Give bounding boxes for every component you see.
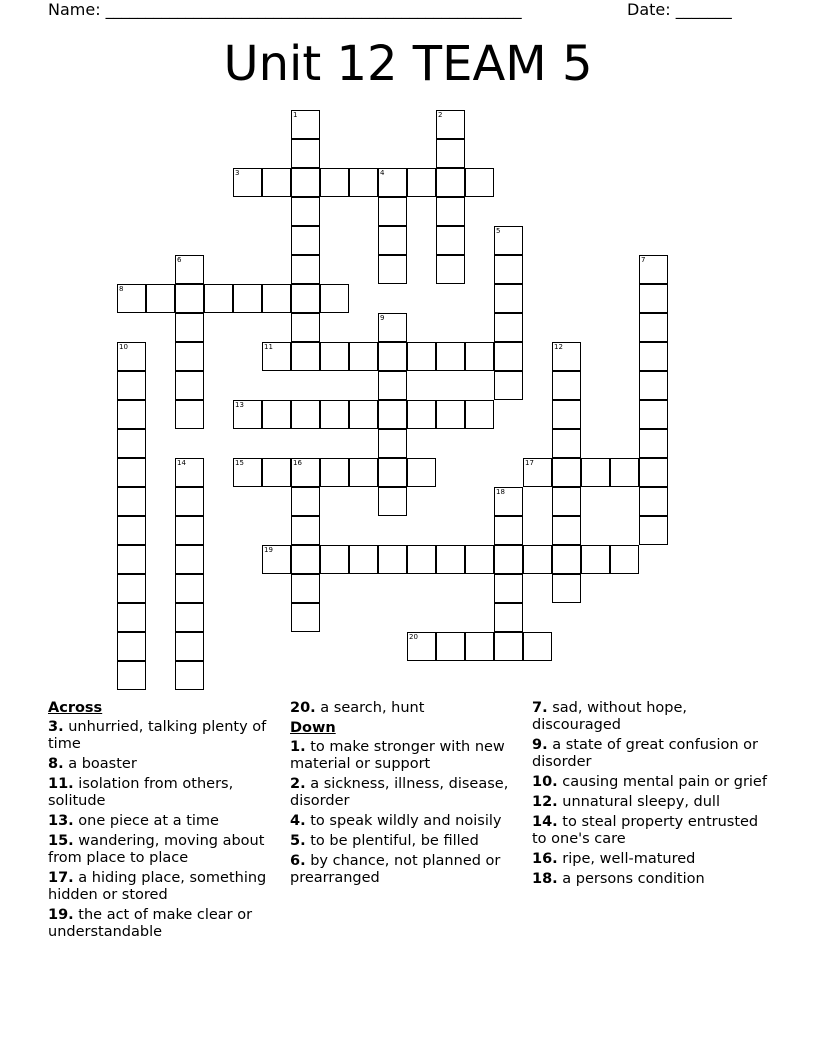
grid-cell[interactable] xyxy=(494,313,523,342)
clue-across-3: 3. unhurried, talking plenty of time xyxy=(48,719,267,752)
grid-cell[interactable] xyxy=(117,400,146,429)
grid-cell[interactable] xyxy=(291,110,320,139)
grid-cell[interactable] xyxy=(523,458,552,487)
grid-cell[interactable] xyxy=(552,429,581,458)
grid-cell[interactable] xyxy=(639,400,668,429)
grid-cell[interactable] xyxy=(291,284,320,313)
name-field-label: Name: ____________________________________________________ xyxy=(48,0,522,19)
grid-cell[interactable] xyxy=(407,342,436,371)
clue-down-7: 7. sad, without hope, discouraged xyxy=(532,700,687,733)
grid-cell[interactable] xyxy=(494,255,523,284)
grid-cell[interactable] xyxy=(349,400,378,429)
grid-cell[interactable] xyxy=(465,632,494,661)
grid-cell[interactable] xyxy=(494,342,523,371)
cell-number: 14 xyxy=(177,459,186,467)
clue-across-15: 15. wandering, moving about from place to place xyxy=(48,833,265,866)
grid-cell[interactable] xyxy=(465,400,494,429)
cell-number: 13 xyxy=(235,401,244,409)
grid-cell[interactable] xyxy=(407,632,436,661)
grid-cell[interactable] xyxy=(552,487,581,516)
grid-cell[interactable] xyxy=(175,516,204,545)
page-title: Unit 12 TEAM 5 xyxy=(223,36,593,92)
grid-cell[interactable] xyxy=(291,139,320,168)
grid-cell[interactable] xyxy=(349,458,378,487)
grid-cell[interactable] xyxy=(465,545,494,574)
grid-cell[interactable] xyxy=(494,545,523,574)
grid-cell[interactable] xyxy=(494,632,523,661)
grid-cell[interactable] xyxy=(320,284,349,313)
cell-number: 3 xyxy=(235,169,240,177)
grid-cell[interactable] xyxy=(494,574,523,603)
grid-cell[interactable] xyxy=(291,400,320,429)
grid-cell[interactable] xyxy=(436,226,465,255)
clue-across-20: 20. a search, hunt xyxy=(290,700,425,716)
grid-cell[interactable] xyxy=(291,313,320,342)
grid-cell[interactable] xyxy=(436,110,465,139)
grid-cell[interactable] xyxy=(262,458,291,487)
grid-cell[interactable] xyxy=(117,661,146,690)
grid-cell[interactable] xyxy=(378,313,407,342)
grid-cell[interactable] xyxy=(465,168,494,197)
grid-cell[interactable] xyxy=(175,458,204,487)
grid-cell[interactable] xyxy=(436,255,465,284)
grid-cell[interactable] xyxy=(465,342,494,371)
clue-across-8: 8. a boaster xyxy=(48,756,137,772)
grid-cell[interactable] xyxy=(639,516,668,545)
grid-cell[interactable] xyxy=(407,545,436,574)
grid-cell[interactable] xyxy=(552,574,581,603)
grid-cell[interactable] xyxy=(175,487,204,516)
grid-cell[interactable] xyxy=(349,342,378,371)
cell-number: 17 xyxy=(525,459,534,467)
grid-cell[interactable] xyxy=(407,458,436,487)
clue-down-9: 9. a state of great confusion or disorder xyxy=(532,737,759,770)
grid-cell[interactable] xyxy=(117,284,146,313)
cell-number: 1 xyxy=(293,111,298,119)
clue-down-6: 6. by chance, not planned or prearranged xyxy=(290,853,501,886)
clue-down-2: 2. a sickness, illness, disease, disorder xyxy=(290,776,509,809)
cell-number: 9 xyxy=(380,314,385,322)
grid-cell[interactable] xyxy=(291,516,320,545)
grid-cell[interactable] xyxy=(552,545,581,574)
clue-down-1: 1. to make stronger with new material or support xyxy=(290,739,505,772)
grid-cell[interactable] xyxy=(291,487,320,516)
cell-number: 15 xyxy=(235,459,244,467)
grid-cell[interactable] xyxy=(407,168,436,197)
grid-cell[interactable] xyxy=(175,603,204,632)
grid-cell[interactable] xyxy=(639,342,668,371)
grid-cell[interactable] xyxy=(204,284,233,313)
grid-cell[interactable] xyxy=(494,371,523,400)
grid-cell[interactable] xyxy=(262,168,291,197)
grid-cell[interactable] xyxy=(494,487,523,516)
grid-cell[interactable] xyxy=(407,400,436,429)
grid-cell[interactable] xyxy=(436,139,465,168)
grid-cell[interactable] xyxy=(581,545,610,574)
grid-cell[interactable] xyxy=(146,284,175,313)
cell-number: 4 xyxy=(380,169,385,177)
grid-cell[interactable] xyxy=(117,342,146,371)
grid-cell[interactable] xyxy=(639,313,668,342)
grid-cell[interactable] xyxy=(262,400,291,429)
cell-number: 16 xyxy=(293,459,302,467)
grid-cell[interactable] xyxy=(291,603,320,632)
cell-number: 12 xyxy=(554,343,563,351)
grid-cell[interactable] xyxy=(552,371,581,400)
cell-number: 2 xyxy=(438,111,443,119)
grid-cell[interactable] xyxy=(262,545,291,574)
grid-cell[interactable] xyxy=(117,487,146,516)
grid-cell[interactable] xyxy=(523,545,552,574)
grid-cell[interactable] xyxy=(175,574,204,603)
grid-cell[interactable] xyxy=(494,603,523,632)
grid-cell[interactable] xyxy=(291,255,320,284)
clue-column-3 xyxy=(532,700,768,891)
grid-cell[interactable] xyxy=(233,400,262,429)
grid-cell[interactable] xyxy=(639,284,668,313)
clue-across-19: 19. the act of make clear or understandable xyxy=(48,907,253,940)
grid-cell[interactable] xyxy=(378,371,407,400)
grid-cell[interactable] xyxy=(291,574,320,603)
grid-cell[interactable] xyxy=(175,371,204,400)
grid-cell[interactable] xyxy=(291,458,320,487)
clue-down-5: 5. to be plentiful, be filled xyxy=(290,833,479,849)
grid-cell[interactable] xyxy=(378,255,407,284)
grid-cell[interactable] xyxy=(378,487,407,516)
grid-cell[interactable] xyxy=(117,458,146,487)
cell-number: 6 xyxy=(177,256,182,264)
grid-cell[interactable] xyxy=(552,458,581,487)
grid-cell[interactable] xyxy=(175,545,204,574)
grid-cell[interactable] xyxy=(378,429,407,458)
grid-cell[interactable] xyxy=(581,458,610,487)
grid-cell[interactable] xyxy=(320,545,349,574)
clue-across-13: 13. one piece at a time xyxy=(48,813,219,829)
clue-down-14: 14. to steal property entrusted to one's care xyxy=(532,814,759,847)
cell-number: 19 xyxy=(264,546,273,554)
clue-down-12: 12. unnatural sleepy, dull xyxy=(532,794,720,810)
grid-cell[interactable] xyxy=(378,168,407,197)
clue-down-10: 10. causing mental pain or grief xyxy=(532,774,767,790)
grid-cell[interactable] xyxy=(117,545,146,574)
grid-cell[interactable] xyxy=(378,545,407,574)
grid-cell[interactable] xyxy=(291,545,320,574)
grid-cell[interactable] xyxy=(117,603,146,632)
grid-cell[interactable] xyxy=(175,255,204,284)
grid-cell[interactable] xyxy=(610,458,639,487)
grid-cell[interactable] xyxy=(291,342,320,371)
cell-number: 8 xyxy=(119,285,124,293)
grid-cell[interactable] xyxy=(233,458,262,487)
grid-cell[interactable] xyxy=(175,632,204,661)
grid-cell[interactable] xyxy=(175,313,204,342)
clue-down-4: 4. to speak wildly and noisily xyxy=(290,813,502,829)
grid-cell[interactable] xyxy=(552,516,581,545)
down-heading: Down xyxy=(290,720,336,736)
date-field-label: Date: _______ xyxy=(627,0,732,19)
grid-cell[interactable] xyxy=(639,487,668,516)
grid-cell[interactable] xyxy=(175,284,204,313)
grid-cell[interactable] xyxy=(175,342,204,371)
grid-cell[interactable] xyxy=(639,371,668,400)
grid-cell[interactable] xyxy=(378,458,407,487)
grid-cell[interactable] xyxy=(378,342,407,371)
clue-across-17: 17. a hiding place, something hidden or stored xyxy=(48,870,267,903)
grid-cell[interactable] xyxy=(320,168,349,197)
grid-cell[interactable] xyxy=(639,255,668,284)
grid-cell[interactable] xyxy=(233,168,262,197)
cell-number: 11 xyxy=(264,343,273,351)
grid-cell[interactable] xyxy=(523,632,552,661)
grid-cell[interactable] xyxy=(262,342,291,371)
grid-cell[interactable] xyxy=(349,168,378,197)
grid-cell[interactable] xyxy=(494,284,523,313)
grid-cell[interactable] xyxy=(233,284,262,313)
grid-cell[interactable] xyxy=(378,226,407,255)
grid-cell[interactable] xyxy=(175,400,204,429)
grid-cell[interactable] xyxy=(610,545,639,574)
grid-cell[interactable] xyxy=(436,632,465,661)
grid-cell[interactable] xyxy=(494,226,523,255)
grid-cell[interactable] xyxy=(349,545,378,574)
grid-cell[interactable] xyxy=(262,284,291,313)
cell-number: 10 xyxy=(119,343,128,351)
grid-cell[interactable] xyxy=(117,516,146,545)
grid-cell[interactable] xyxy=(117,429,146,458)
grid-cell[interactable] xyxy=(291,168,320,197)
grid-cell[interactable] xyxy=(552,400,581,429)
cell-number: 5 xyxy=(496,227,501,235)
grid-cell[interactable] xyxy=(320,342,349,371)
grid-cell[interactable] xyxy=(378,197,407,226)
grid-cell[interactable] xyxy=(639,458,668,487)
clue-across-11: 11. isolation from others, solitude xyxy=(48,776,234,809)
grid-cell[interactable] xyxy=(320,458,349,487)
grid-cell[interactable] xyxy=(117,632,146,661)
grid-cell[interactable] xyxy=(436,342,465,371)
clue-down-18: 18. a persons condition xyxy=(532,871,705,887)
cell-number: 18 xyxy=(496,488,505,496)
clue-column-2 xyxy=(290,700,522,890)
cell-number: 20 xyxy=(409,633,418,641)
grid-cell[interactable] xyxy=(378,400,407,429)
grid-cell[interactable] xyxy=(117,574,146,603)
grid-cell[interactable] xyxy=(436,197,465,226)
grid-cell[interactable] xyxy=(117,371,146,400)
grid-cell[interactable] xyxy=(291,197,320,226)
clue-column-1 xyxy=(48,700,280,944)
grid-cell[interactable] xyxy=(436,168,465,197)
across-heading: Across xyxy=(48,700,103,716)
grid-cell[interactable] xyxy=(436,545,465,574)
grid-cell[interactable] xyxy=(320,400,349,429)
grid-cell[interactable] xyxy=(291,226,320,255)
cell-number: 7 xyxy=(641,256,646,264)
grid-cell[interactable] xyxy=(494,516,523,545)
grid-cell[interactable] xyxy=(639,429,668,458)
grid-cell[interactable] xyxy=(175,661,204,690)
clue-down-16: 16. ripe, well-matured xyxy=(532,851,696,867)
grid-cell[interactable] xyxy=(552,342,581,371)
grid-cell[interactable] xyxy=(436,400,465,429)
